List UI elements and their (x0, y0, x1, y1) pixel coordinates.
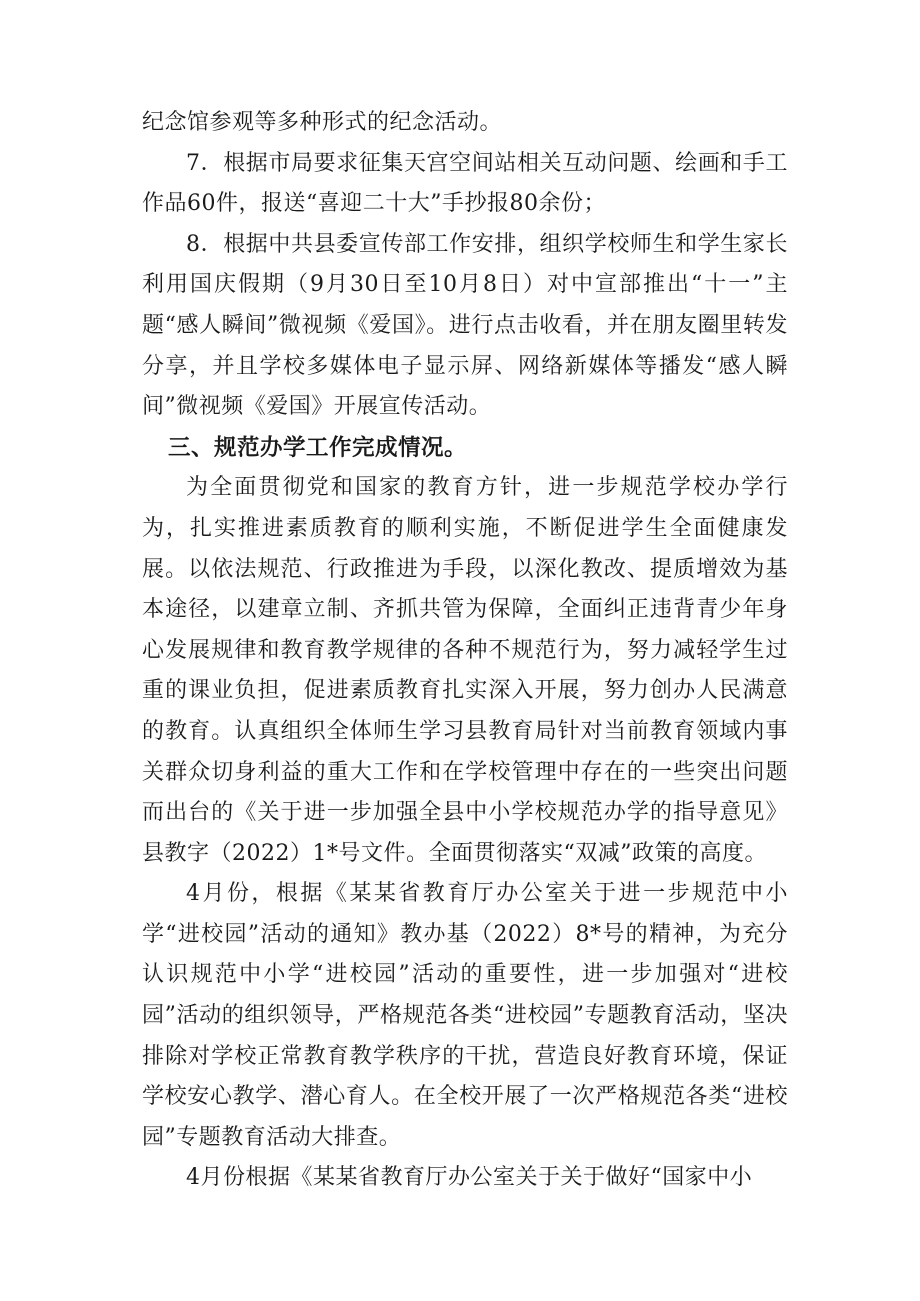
paragraph-continuation: 纪念馆参观等多种形式的纪念活动。 (142, 110, 503, 135)
paragraph-april-national-platform: 4月份根据《某某省教育厅办公室关于关于做好“国家中小 (186, 1165, 753, 1191)
paragraph-standardization-intro: 为全面贯彻党和国家的教育方针，进一步规范学校办学行为，扎实推进素质教育的顺利实施，不断促进学生全面健康发展。以依法规范、行政推进为手段，以深化教改、提质增效为基本途径，以建章立制、齐抓共管为保障，全面纠正违背青少年身心发展规律和教育教学规律的各种不规范行为，努力减轻学生过重的课业负担，促进素质教育扎实深入开展，努力创办人民满意的教育。认真组织全体师生学习县教育局针对当前教育领域内事关群众切身利益的重大工作和在学校管理中存在的一些突出问题而出台的《关于进一步加强全县中小学校规范办学的指导意见》县教字（2022）1*号文件。全面贯彻落实“双减”政策的高度。 (142, 475, 788, 866)
paragraph-item-7: 7．根据市局要求征集天宫空间站相关互动问题、绘画和手工作品60件，报送“喜迎二十大”手抄报80余份； (142, 150, 788, 217)
document-body (142, 103, 788, 1199)
paragraph-item-8: 8．根据中共县委宣传部工作安排，组织学校师生和学生家长利用国庆假期（9月30日至10月8日）对中宣部推出“十一”主题“感人瞬间”微视频《爱国》。进行点击收看，并在朋友圈里转发分享，并且学校多媒体电子显示屏、网络新媒体等播发“感人瞬间”微视频《爱国》开展宣传活动。 (142, 231, 788, 420)
paragraph-april-campus-activities: 4月份，根据《某某省教育厅办公室关于进一步规范中小学“进校园”活动的通知》教办基（2022）8*号的精神，为充分认识规范中小学“进校园”活动的重要性，进一步加强对“进校园”活动的组织领导，严格规范各类“进校园”专题教育活动，坚决排除对学校正常教育教学秩序的干扰，营造良好教育环境，保证学校安心教学、潜心育人。在全校开展了一次严格规范各类“进校园”专题教育活动大排查。 (142, 881, 788, 1150)
section-heading-3: 三、规范办学工作完成情况。 (168, 434, 468, 461)
